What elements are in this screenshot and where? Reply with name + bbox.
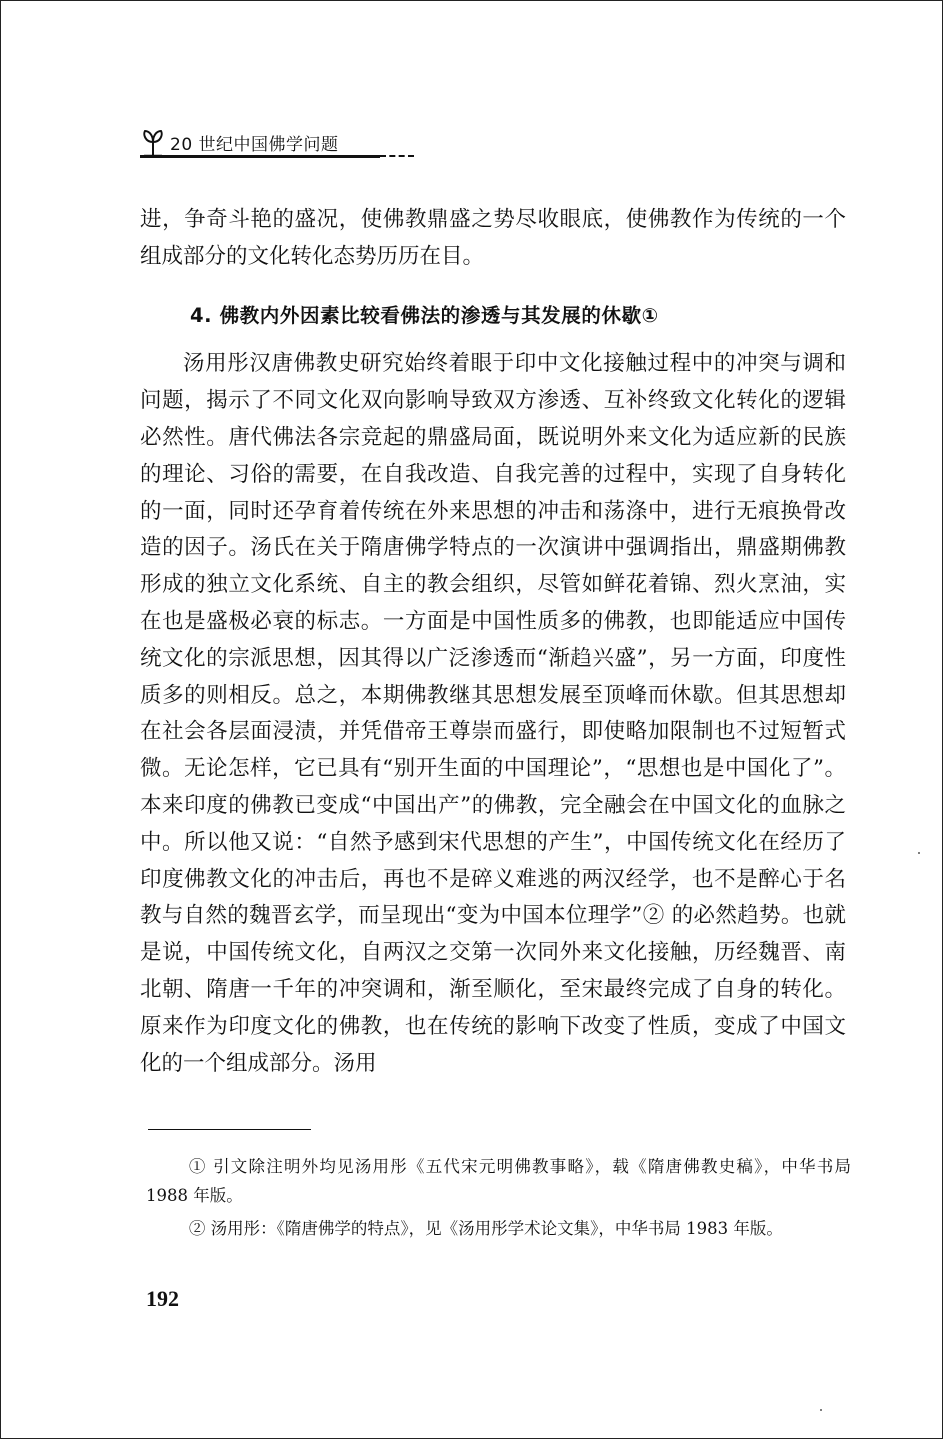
footnote-2: ② 汤用彤：《隋唐佛学的特点》，见《汤用彤学术论文集》，中华书局 1983 年版。 — [188, 1219, 783, 1238]
header-rule — [140, 155, 380, 158]
footnotes — [146, 1152, 851, 1247]
body-text — [140, 202, 846, 1082]
footnote-1: ① 引文除注明外均见汤用彤《五代宋元明佛教事略》，载《隋唐佛教史稿》，中华书局 1988 年版。 — [146, 1157, 851, 1205]
main-paragraph: 汤用彤汉唐佛教史研究始终着眼于印中文化接触过程中的冲突与调和问题，揭示了不同文化双向影响导致双方渗透、互补终致文化转化的逻辑必然性。唐代佛法各宗竞起的鼎盛局面，既说明外来文化为适应新的民族的理论、习俗的需要，在自我改造、自我完善的过程中，实现了自身转化的一面，同时还孕育着传统在外来思想的冲击和荡涤中，进行无痕换骨改造的因子。汤氏在关于隋唐佛学特点的一次演讲中强调指出，鼎盛期佛教形成的独立文化系统、自主的教会组织，尽管如鲜花着锦、烈火烹油，实在也是盛极必衰的标志。一方面是中国性质多的佛教，也即能适应中国传统文化的宗派思想，因其得以广泛渗透而“渐趋兴盛”，另一方面，印度性质多的则相反。总之，本期佛教继其思想发展至顶峰而休歇。但其思想却在社会各层面浸渍，并凭借帝王尊崇而盛行，即使略加限制也不过短暂式微。无论怎样，它已具有“别开生面的中国理论”，“思想也是中国化了”。本来印度的佛教已变成“中国出产”的佛教，完全融会在中国文化的血脉之中。所以他又说：“自然予感到宋代思想的产生”，中国传统文化在经历了印度佛教文化的冲击后，再也不是碎义难逃的两汉经学，也不是醉心于名教与自然的魏晋玄学，而呈现出“变为中国本位理学”② 的必然趋势。也就是说，中国传统文化，自两汉之交第一次同外来文化接触，历经魏晋、南北朝、隋唐一千年的冲突调和，渐至顺化，至宋最终完成了自身的转化。原来作为印度文化的佛教，也在传统的影响下改变了性质，变成了中国文化的一个组成部分。汤用 — [140, 351, 846, 1076]
scan-speck — [918, 852, 920, 854]
running-header-title: 20 世纪中国佛学问题 — [170, 135, 339, 155]
section-heading: 4. 佛教内外因素比较看佛法的渗透与其发展的休歇① — [190, 303, 659, 327]
scan-speck — [820, 1409, 822, 1411]
page-number: 192 — [146, 1286, 179, 1311]
continued-paragraph: 进，争奇斗艳的盛况，使佛教鼎盛之势尽收眼底，使佛教作为传统的一个组成部分的文化转化态势历历在目。 — [140, 207, 846, 269]
lotus-seedling-icon — [140, 128, 166, 158]
header-rule-dashes — [380, 155, 414, 157]
running-header — [140, 124, 339, 158]
footnote-rule — [148, 1129, 311, 1130]
